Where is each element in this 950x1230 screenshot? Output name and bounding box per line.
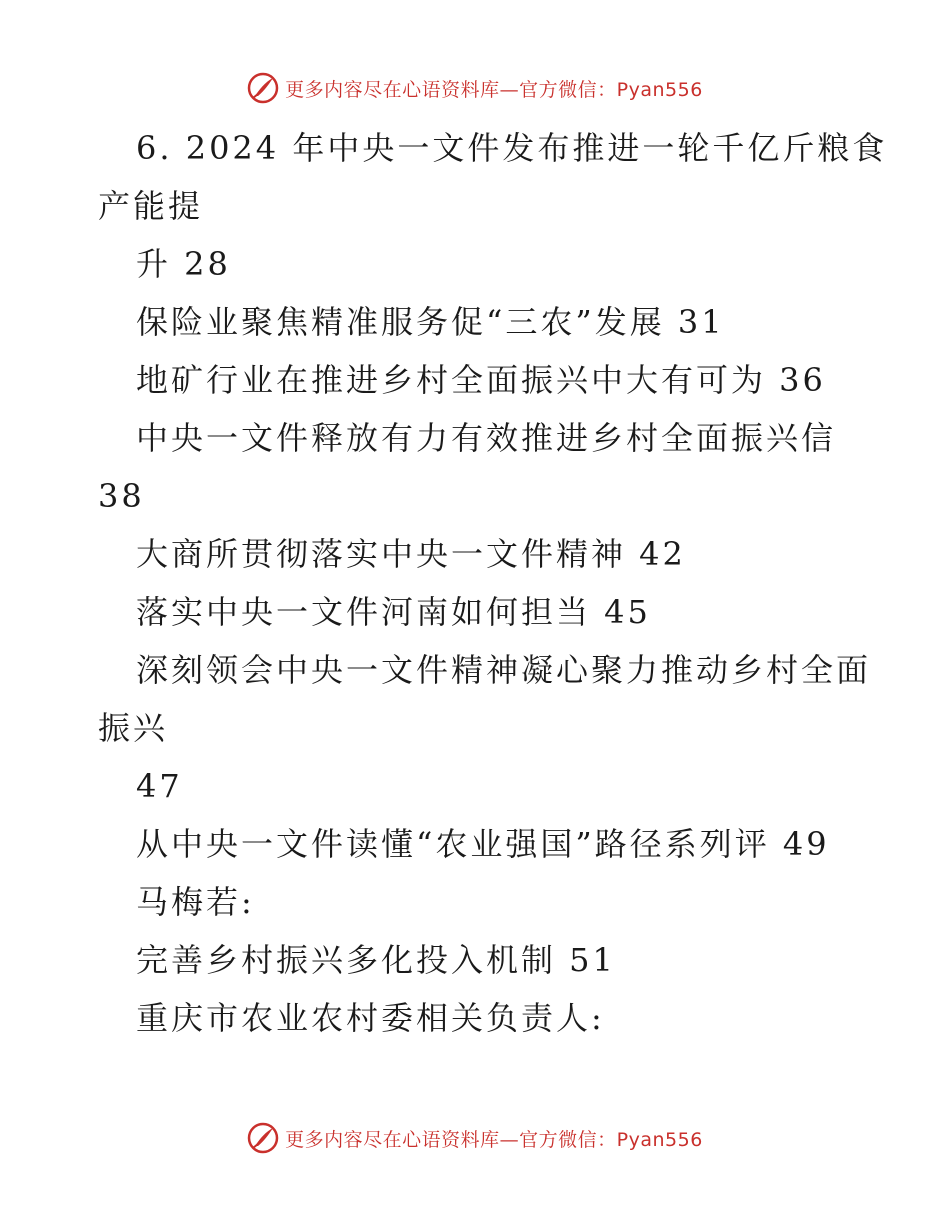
watermark-text: 更多内容尽在心语资料库—官方微信：Pyan556 [285, 78, 703, 101]
toc-line: 深刻领会中央一文件精神凝心聚力推动乡村全面 [136, 651, 872, 689]
toc-line: 完善乡村振兴多化投入机制 51 [136, 941, 616, 979]
toc-line: 47 [136, 767, 183, 805]
toc-line: 重庆市农业农村委相关负责人: [136, 999, 605, 1037]
toc-line: 从中央一文件读懂“农业强国”路径系列评 49 [136, 825, 830, 863]
toc-line: 中央一文件释放有力有效推进乡村全面振兴信 [136, 419, 837, 457]
toc-line: 产能提 [98, 187, 204, 225]
toc-line: 升 28 [136, 245, 231, 283]
quill-logo-icon [247, 1122, 279, 1154]
toc-line: 6. 2024 年中央一文件发布推进一轮千亿斤粮食 [136, 129, 888, 167]
header-watermark [0, 72, 950, 104]
toc-line: 地矿行业在推进乡村全面振兴中大有可为 36 [136, 361, 826, 399]
watermark-text: 更多内容尽在心语资料库—官方微信：Pyan556 [285, 1128, 703, 1151]
quill-logo-icon [247, 72, 279, 104]
toc-line: 保险业聚焦精准服务促“三农”发展 31 [136, 303, 725, 341]
toc-line: 落实中央一文件河南如何担当 45 [136, 593, 651, 631]
toc-line: 大商所贯彻落实中央一文件精神 42 [136, 535, 686, 573]
toc-line: 振兴 [98, 709, 169, 747]
toc-line: 38 [98, 477, 145, 515]
toc-line: 马梅若: [136, 883, 255, 921]
footer-watermark [0, 1122, 950, 1154]
